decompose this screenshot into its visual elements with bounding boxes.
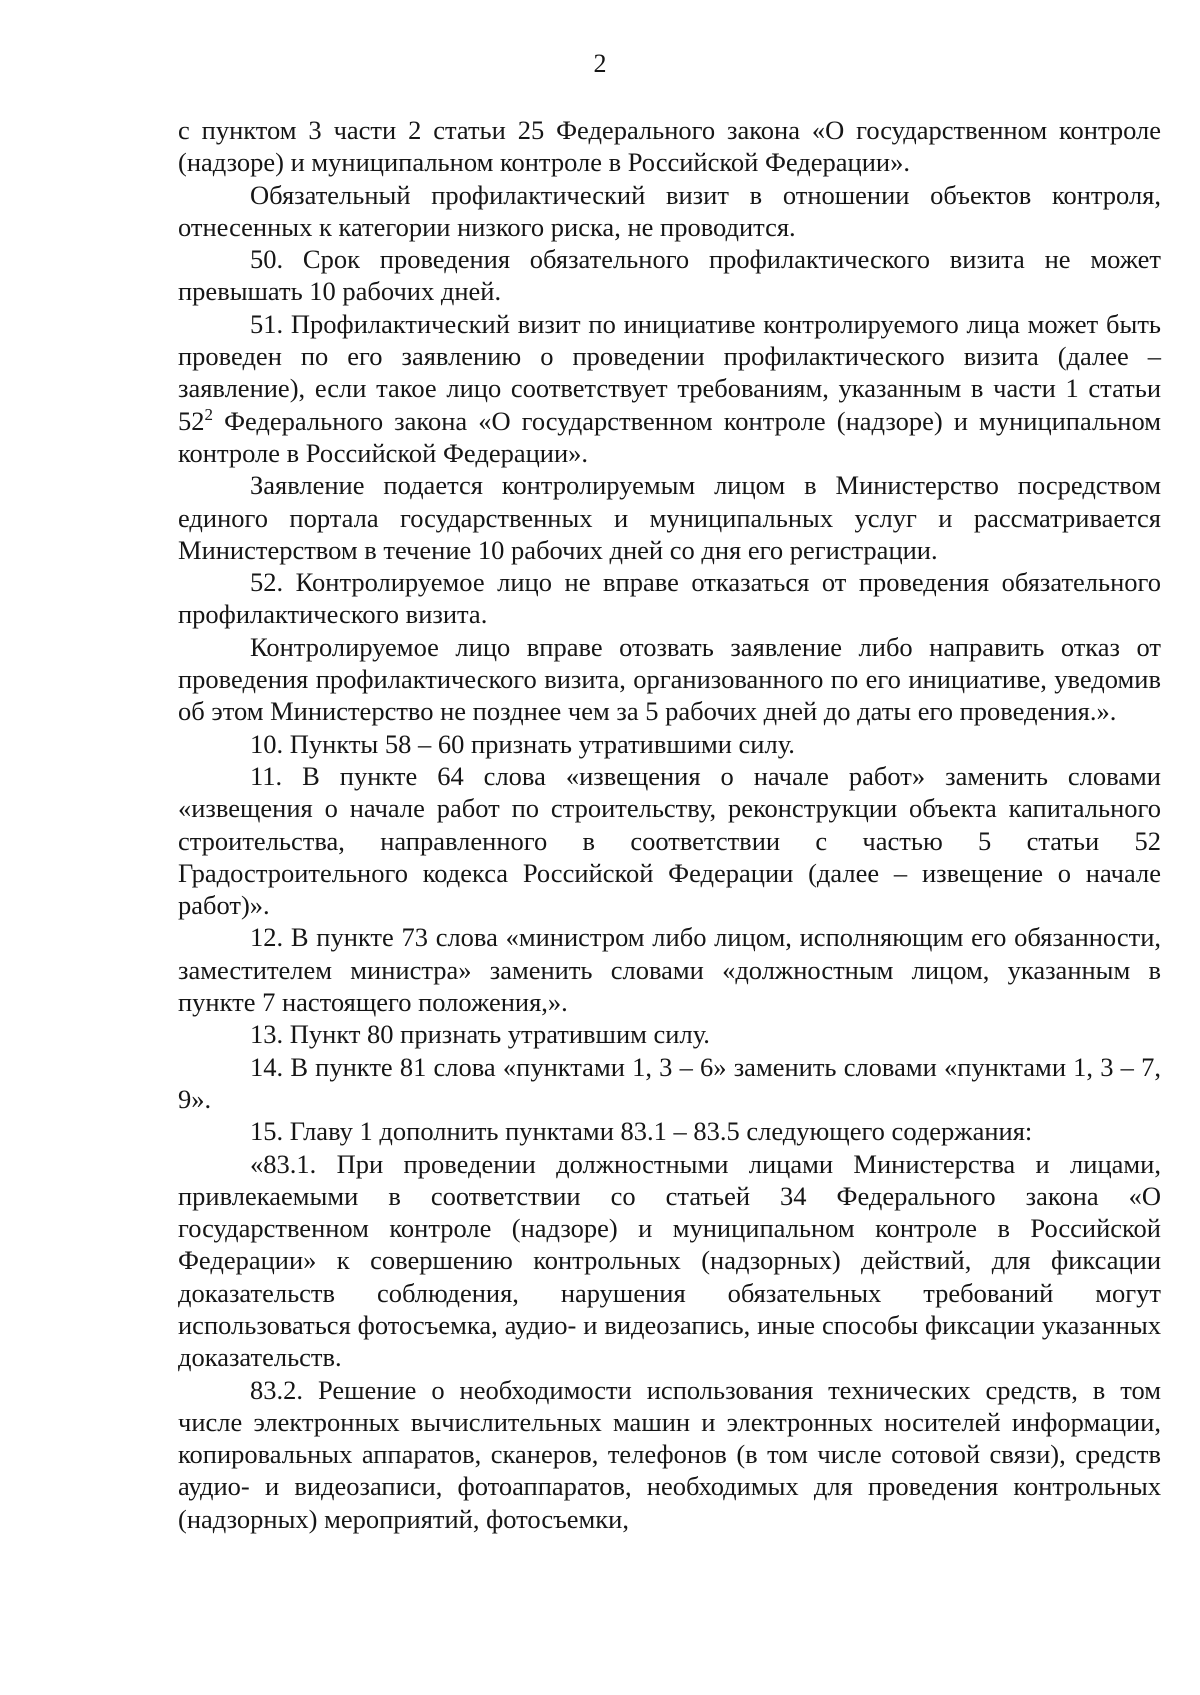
paragraph-item-13: 13. Пункт 80 признать утратившим силу.: [250, 1019, 710, 1050]
page-number: 2: [593, 49, 607, 78]
paragraph-51-text-before: 51. Профилактический визит по инициативе контролируемого лица может быть проведен по его заявлению о проведении профилактического визита (далее – заявление), если такое лицо соответствует требованиям, указанным в части 1 статьи 52: [178, 308, 1161, 436]
paragraph-item-15: 15. Главу 1 дополнить пунктами 83.1 – 83.5 следующего содержания:: [250, 1116, 1033, 1147]
paragraph-item-12: 12. В пункте 73 слова «министром либо лицом, исполняющим его обязанности, заместителем министра» заменить словами «должностным лицом, указанным в пункте 7 настоящего положения,».: [178, 922, 1161, 1018]
paragraph-83-1: «83.1. При проведении должностными лицами Министерства и лицами, привлекаемыми в соответствии со статьей 34 Федерального закона «О государственном контроле (надзоре) и муниципальном контроле в Российской Федерации» к совершению контрольных (надзорных) действий, для фиксации доказательств соблюдения, нарушения обязательных требований могут использоваться фотосъемка, аудио- и видеозапись, иные способы фиксации указанных доказательств.: [178, 1148, 1161, 1373]
article-superscript: 2: [204, 404, 213, 424]
paragraph-application: Заявление подается контролируемым лицом в Министерство посредством единого портала государственных и муниципальных услуг и рассматривается Министерством в течение 10 рабочих дней со дня его регистрации.: [178, 470, 1161, 565]
paragraph-51: [178, 308, 1161, 469]
paragraph-item-10: 10. Пункты 58 – 60 признать утратившими силу.: [250, 728, 795, 759]
document-body: [178, 114, 1161, 1535]
paragraph-52: 52. Контролируемое лицо не вправе отказаться от проведения обязательного профилактического визита.: [178, 567, 1161, 630]
paragraph-51-text-after: Федерального закона «О государственном контроле (надзоре) и муниципальном контроле в Российской Федерации».: [178, 405, 1161, 468]
paragraph-withdraw-application: Контролируемое лицо вправе отозвать заявление либо направить отказ от проведения профилактического визита, организованного по его инициативе, уведомив об этом Министерство не позднее чем за 5 рабочих дней до даты его проведения.».: [178, 631, 1161, 727]
paragraph-50: 50. Срок проведения обязательного профилактического визита не может превышать 10 рабочих дней.: [178, 244, 1161, 307]
paragraph-item-11: 11. В пункте 64 слова «извещения о начале работ» заменить словами «извещения о начале работ по строительству, реконструкции объекта капитального строительства, направленного в соответствии с частью 5 статьи 52 Градостроительного кодекса Российской Федерации (далее – извещение о начале работ)».: [178, 760, 1161, 921]
paragraph-item-14: 14. В пункте 81 слова «пунктами 1, 3 – 6» заменить словами «пунктами 1, 3 – 7, 9».: [178, 1051, 1161, 1114]
paragraph-83-2: 83.2. Решение о необходимости использования технических средств, в том числе электронных вычислительных машин и электронных носителей информации, копировальных аппаратов, сканеров, телефонов (в том числе сотовой связи), средств аудио- и видеозаписи, фотоаппаратов, необходимых для проведения контрольных (надзорных) мероприятий, фотосъемки,: [178, 1374, 1161, 1534]
paragraph-mandatory-visit-low-risk: Обязательный профилактический визит в отношении объектов контроля, отнесенных к категории низкого риска, не проводится.: [178, 179, 1161, 242]
paragraph-continuation: с пунктом 3 части 2 статьи 25 Федерального закона «О государственном контроле (надзоре) и муниципальном контроле в Российской Федерации».: [178, 115, 1161, 178]
